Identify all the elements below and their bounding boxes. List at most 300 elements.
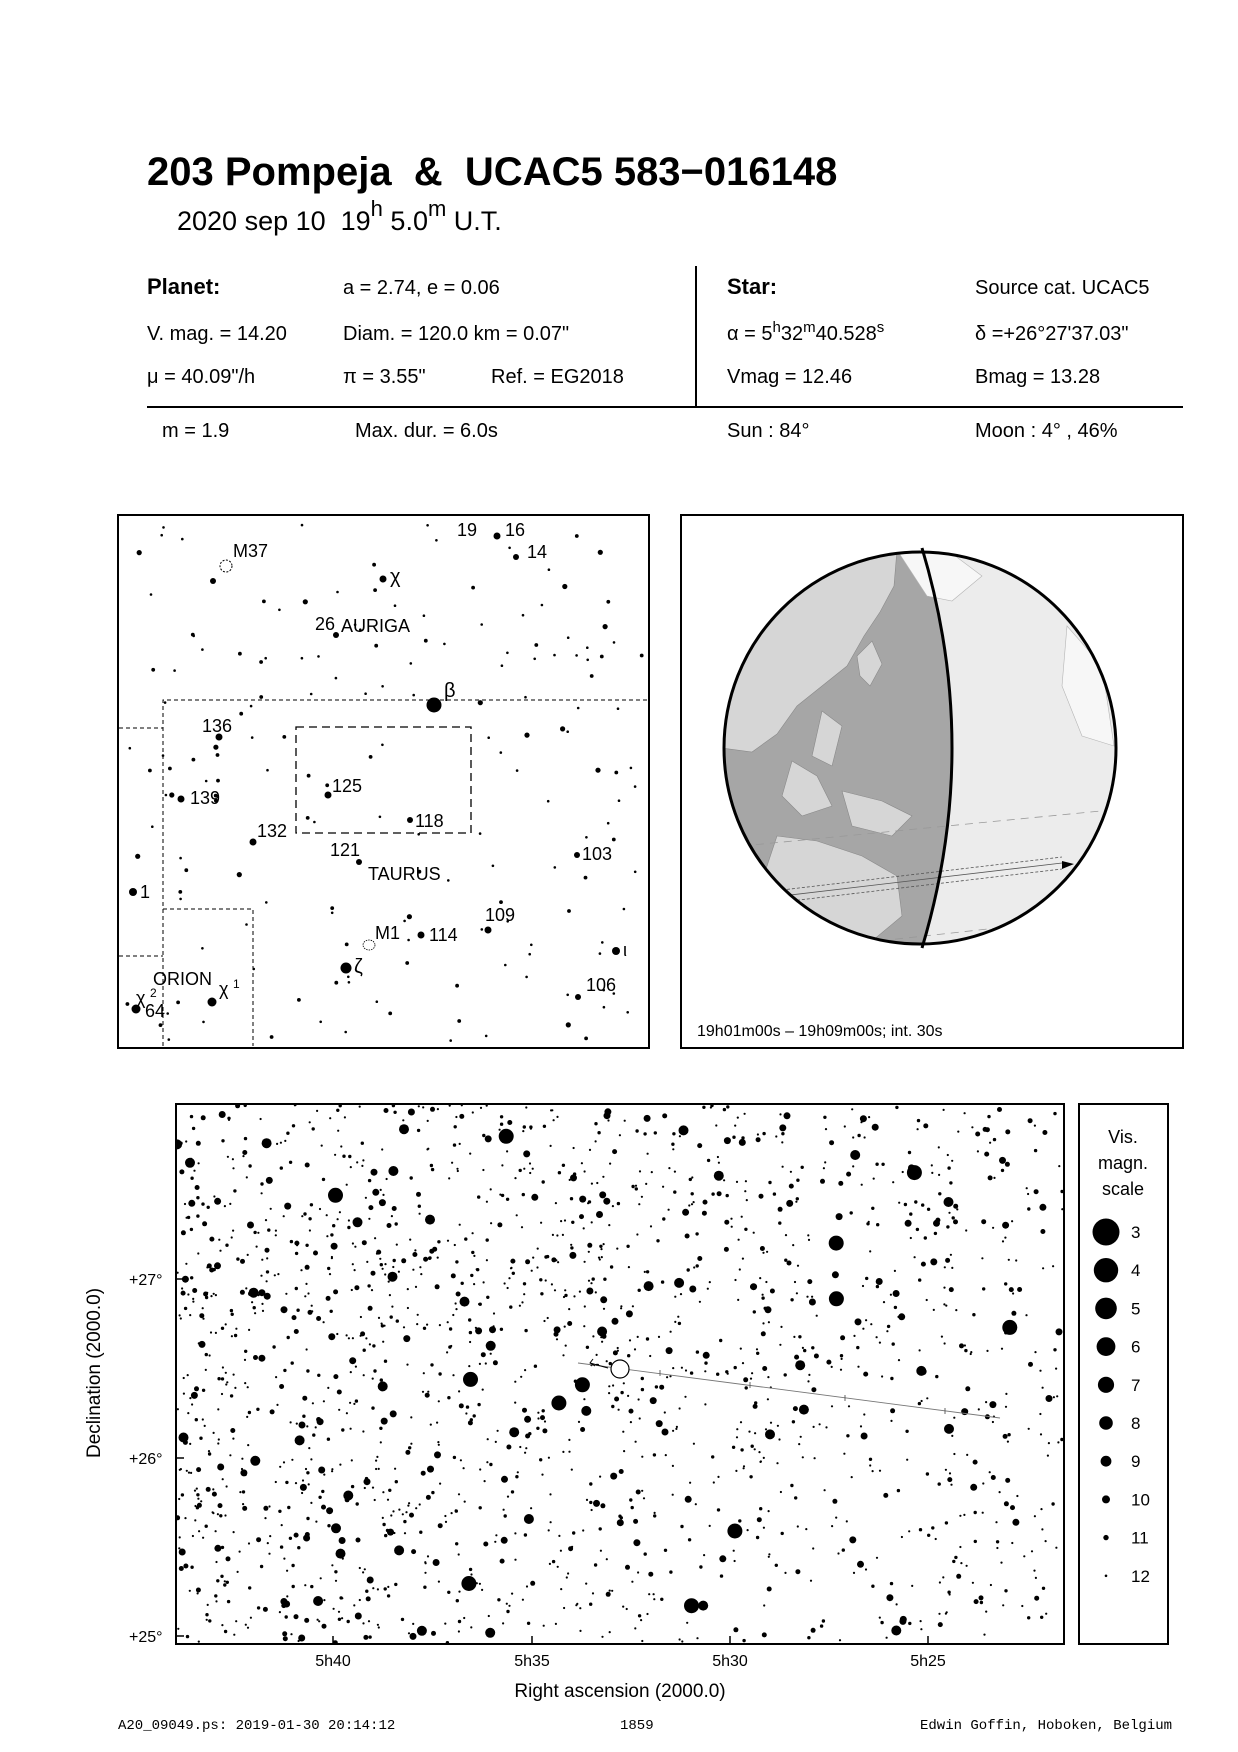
field-star <box>724 1247 729 1252</box>
field-star <box>359 1599 361 1601</box>
field-star <box>636 1490 641 1495</box>
field-star <box>352 1242 354 1244</box>
field-star <box>219 1250 221 1252</box>
field-star <box>542 1180 545 1183</box>
field-star <box>944 1342 946 1344</box>
field-star <box>644 1552 647 1555</box>
field-star <box>326 1214 328 1216</box>
field-star <box>360 1316 362 1318</box>
field-star <box>323 1599 325 1601</box>
field-star <box>308 1447 310 1449</box>
field-star <box>354 1285 359 1290</box>
field-star <box>678 1322 681 1325</box>
field-star <box>356 1161 358 1163</box>
field-star <box>283 1215 285 1217</box>
field-star <box>192 1127 195 1130</box>
field-star <box>699 1301 701 1303</box>
label-121: 121 <box>330 840 361 860</box>
m37-cluster-icon <box>220 560 232 572</box>
field-star <box>305 1283 307 1285</box>
field-star <box>997 1107 1002 1112</box>
field-star <box>686 1622 688 1624</box>
field-star <box>291 1361 294 1364</box>
field-star <box>907 1165 922 1180</box>
field-star <box>917 1119 920 1122</box>
field-star <box>1042 1130 1047 1135</box>
field-star <box>883 1493 888 1498</box>
field-star <box>662 1186 664 1188</box>
field-star <box>376 1456 378 1458</box>
field-star <box>425 1215 435 1225</box>
field-star <box>990 1584 992 1586</box>
field-star <box>455 1509 458 1512</box>
field-star <box>202 1537 204 1539</box>
field-star <box>637 1336 639 1338</box>
field-star <box>501 664 504 667</box>
field-star <box>423 614 426 617</box>
field-star <box>381 1323 383 1325</box>
field-star <box>781 1132 784 1135</box>
field-star <box>689 1482 691 1484</box>
field-star <box>206 1487 211 1492</box>
field-star <box>921 1262 926 1267</box>
field-star <box>987 1115 990 1118</box>
field-star <box>179 857 182 860</box>
field-star <box>989 1142 991 1144</box>
field-star <box>672 1148 674 1150</box>
field-star <box>612 1384 614 1386</box>
field-star <box>711 1455 714 1458</box>
field-star <box>1005 1478 1010 1483</box>
field-star <box>272 1345 275 1348</box>
field-star <box>811 1346 814 1349</box>
field-star <box>549 1563 551 1565</box>
field-star <box>302 1396 307 1401</box>
field-star <box>275 1481 277 1483</box>
label-orion: ORION <box>153 969 213 989</box>
label-16: 16 <box>505 520 526 540</box>
field-star <box>552 1560 555 1563</box>
field-star <box>524 1369 526 1371</box>
field-star <box>368 1218 370 1220</box>
field-star <box>456 1599 459 1602</box>
field-star <box>247 1222 254 1229</box>
field-star <box>995 1521 997 1523</box>
field-star <box>556 1116 558 1118</box>
field-star <box>897 1316 899 1318</box>
field-star <box>781 1532 784 1535</box>
field-star <box>1002 1320 1017 1335</box>
field-star <box>301 1492 303 1494</box>
field-star <box>869 1464 871 1466</box>
field-star <box>673 1190 676 1193</box>
field-star <box>985 1401 987 1403</box>
label-1: 1 <box>140 882 151 902</box>
field-star <box>530 1128 532 1130</box>
field-star <box>190 1228 193 1231</box>
field-star <box>861 1433 868 1440</box>
field-star <box>802 1456 804 1458</box>
field-star <box>853 1335 855 1337</box>
field-star <box>1052 1265 1054 1267</box>
field-star <box>304 1295 306 1297</box>
field-star <box>819 1423 821 1425</box>
field-star <box>380 1263 383 1266</box>
field-star <box>485 1628 495 1638</box>
field-star <box>198 1162 200 1164</box>
field-star <box>945 1521 948 1524</box>
field-star <box>482 1169 484 1171</box>
field-star <box>497 1430 499 1432</box>
field-star <box>208 1450 210 1452</box>
star-109 <box>485 927 492 934</box>
field-star <box>770 1289 775 1294</box>
field-star <box>194 1386 199 1391</box>
field-star <box>897 1489 900 1492</box>
field-star <box>591 1221 593 1223</box>
field-star <box>371 1271 376 1276</box>
field-star <box>949 1181 952 1184</box>
legend-dot-mag-9 <box>1101 1456 1112 1467</box>
field-star <box>551 1283 553 1285</box>
star-ra <box>727 319 885 346</box>
field-star <box>734 1366 737 1369</box>
field-star <box>253 1231 256 1234</box>
field-star <box>583 1398 585 1400</box>
field-star <box>183 1564 188 1569</box>
field-star <box>411 1549 416 1554</box>
field-star <box>231 1313 234 1316</box>
field-star <box>199 1341 206 1348</box>
field-star <box>649 1355 651 1357</box>
field-star <box>387 1586 389 1588</box>
field-star <box>865 1568 867 1570</box>
field-star <box>499 1129 514 1144</box>
field-star <box>352 1263 354 1265</box>
field-star <box>921 1400 923 1402</box>
event-mag-drop: m = 1.9 <box>162 420 230 442</box>
field-star <box>248 1542 250 1544</box>
field-star <box>648 1572 653 1577</box>
field-star <box>619 1134 621 1136</box>
field-star <box>933 1309 935 1311</box>
field-star <box>765 1428 767 1430</box>
field-star <box>584 1037 588 1041</box>
field-star <box>1008 1259 1010 1261</box>
field-star <box>380 1441 382 1443</box>
field-star <box>523 1168 525 1170</box>
field-star <box>883 1301 885 1303</box>
field-star <box>514 1381 516 1383</box>
field-star <box>365 1477 368 1480</box>
field-star <box>923 1123 928 1128</box>
field-star <box>573 1147 575 1149</box>
field-star <box>390 1514 392 1516</box>
field-star <box>334 981 338 985</box>
field-star <box>190 1472 192 1474</box>
field-star <box>863 1413 865 1415</box>
field-star <box>613 1350 618 1355</box>
field-star <box>737 1117 739 1119</box>
field-star <box>868 1116 870 1118</box>
field-star <box>260 1275 262 1277</box>
field-star <box>290 1240 293 1243</box>
field-star <box>250 1617 252 1619</box>
finder-field-stars <box>126 524 644 1042</box>
field-star <box>950 1484 952 1486</box>
field-star <box>823 1116 826 1119</box>
field-star <box>547 800 550 803</box>
field-star <box>638 1614 641 1617</box>
legend-dot-mag-7 <box>1098 1377 1114 1393</box>
field-star <box>408 1502 410 1504</box>
field-star <box>378 1317 380 1319</box>
field-star <box>641 1377 644 1380</box>
field-star <box>614 1397 619 1402</box>
field-star <box>512 1272 515 1275</box>
field-star <box>332 1224 335 1227</box>
field-star <box>674 1171 676 1173</box>
field-star <box>232 1230 234 1232</box>
field-star <box>396 1244 398 1246</box>
field-star <box>479 1583 481 1585</box>
field-star <box>244 1473 247 1476</box>
field-star <box>135 854 140 859</box>
field-star <box>695 1503 697 1505</box>
field-star <box>596 1211 603 1218</box>
field-star <box>567 636 570 639</box>
field-star <box>490 1222 492 1224</box>
field-star <box>452 1374 454 1376</box>
field-star <box>1031 1550 1033 1552</box>
field-star <box>137 550 142 555</box>
field-star <box>524 1329 527 1332</box>
field-star <box>375 1468 377 1470</box>
field-star <box>187 1374 189 1376</box>
field-star <box>1001 1348 1003 1350</box>
field-star <box>807 1636 810 1639</box>
field-star <box>378 1626 380 1628</box>
field-star <box>696 1264 699 1267</box>
field-star <box>417 1626 427 1636</box>
field-star <box>500 1123 503 1126</box>
field-star <box>248 1291 253 1296</box>
field-star <box>603 1278 606 1281</box>
field-star <box>323 1474 325 1476</box>
field-star <box>949 1593 951 1595</box>
field-star <box>227 1600 230 1603</box>
field-star <box>590 1282 592 1284</box>
field-star <box>1005 1162 1010 1167</box>
field-star <box>262 600 266 604</box>
field-star <box>943 1287 945 1289</box>
field-star <box>674 1296 676 1298</box>
field-star <box>820 1179 825 1184</box>
star-132 <box>250 839 257 846</box>
field-star <box>762 1632 767 1637</box>
field-star <box>495 1534 497 1536</box>
field-star <box>151 825 154 828</box>
field-star <box>944 1266 946 1268</box>
field-star <box>448 1177 450 1179</box>
field-star <box>689 1178 692 1181</box>
field-star <box>301 524 304 527</box>
field-star <box>213 1195 215 1197</box>
field-star <box>392 1510 394 1512</box>
field-star <box>875 1163 878 1166</box>
x-tick-5h35: 5h35 <box>514 1653 550 1670</box>
field-star <box>362 1240 367 1245</box>
field-star <box>947 1154 949 1156</box>
field-star <box>796 1292 798 1294</box>
field-star <box>668 1209 670 1211</box>
field-star <box>556 1234 558 1236</box>
field-star <box>422 1391 424 1393</box>
field-star <box>860 1425 862 1427</box>
field-star <box>797 1265 799 1267</box>
field-star <box>382 1194 384 1196</box>
field-star <box>391 1306 393 1308</box>
field-star <box>543 1320 545 1322</box>
field-star <box>585 836 588 839</box>
field-star <box>584 1305 586 1307</box>
hour-unit: h <box>370 196 383 221</box>
field-star <box>364 1487 366 1489</box>
field-star <box>279 1466 281 1468</box>
field-star <box>790 1484 793 1487</box>
field-star <box>436 1422 438 1424</box>
field-star <box>731 1226 733 1228</box>
field-star <box>312 1433 315 1436</box>
field-star <box>601 1341 603 1343</box>
field-star <box>606 600 610 604</box>
field-star <box>920 1628 922 1630</box>
field-star <box>201 648 204 651</box>
field-star <box>931 1172 933 1174</box>
field-star <box>248 1411 251 1414</box>
field-star <box>447 1240 449 1242</box>
field-star <box>562 1451 564 1453</box>
field-star <box>390 1410 397 1417</box>
field-star <box>824 1489 826 1491</box>
field-star <box>313 1596 323 1606</box>
field-star <box>500 751 503 754</box>
field-star <box>446 1351 448 1353</box>
field-star <box>307 1292 309 1294</box>
field-star <box>719 1339 722 1342</box>
field-star <box>637 1571 639 1573</box>
label-chi2-sup: 2 <box>150 986 157 1000</box>
field-star <box>523 1282 526 1285</box>
field-star <box>919 1528 922 1531</box>
field-star <box>235 1328 237 1330</box>
field-star <box>709 1525 711 1527</box>
field-star <box>560 726 565 731</box>
field-star <box>1053 1396 1055 1398</box>
field-star <box>449 1039 452 1042</box>
label-auriga: AURIGA <box>341 616 411 636</box>
field-star <box>689 1286 696 1293</box>
field-star <box>890 1420 892 1422</box>
field-star <box>890 1294 892 1296</box>
field-star <box>322 1624 327 1629</box>
field-star <box>303 599 308 604</box>
field-star <box>363 1349 366 1352</box>
legend-label-mag-8: 8 <box>1131 1414 1141 1433</box>
field-star <box>1012 1292 1014 1294</box>
field-star <box>1056 1328 1063 1335</box>
field-star <box>472 1111 474 1113</box>
field-star <box>849 1536 856 1543</box>
field-star <box>1039 1204 1046 1211</box>
field-star <box>225 1372 227 1374</box>
field-star <box>382 1523 385 1526</box>
field-star <box>229 1203 231 1205</box>
field-star <box>826 1360 831 1365</box>
field-star <box>589 1482 592 1485</box>
label-iota: ι <box>623 940 627 960</box>
field-star <box>589 1149 591 1151</box>
field-star <box>908 1530 910 1532</box>
field-star <box>947 1591 950 1594</box>
field-star <box>353 1604 355 1606</box>
field-star <box>532 1257 534 1259</box>
field-star <box>322 1178 325 1181</box>
field-star <box>553 1119 555 1121</box>
field-star <box>503 1509 505 1511</box>
legend-dot-mag-3 <box>1093 1219 1120 1246</box>
field-star <box>697 1256 702 1261</box>
field-star <box>172 1139 182 1149</box>
field-star <box>346 1412 348 1414</box>
field-star <box>353 1217 363 1227</box>
field-star <box>710 1106 712 1108</box>
field-star <box>228 1119 230 1121</box>
star-m37-marker <box>210 578 216 584</box>
field-star <box>430 1107 435 1112</box>
field-star <box>592 1592 594 1594</box>
field-star <box>992 1227 994 1229</box>
field-star <box>509 1305 512 1308</box>
field-star <box>679 1407 681 1409</box>
field-star <box>741 1216 743 1218</box>
field-star <box>275 1230 277 1232</box>
field-star <box>664 1549 667 1552</box>
field-star <box>483 1281 485 1283</box>
field-star <box>707 1288 709 1290</box>
field-star <box>718 1162 720 1164</box>
field-star <box>148 769 152 773</box>
field-star <box>377 1624 379 1626</box>
field-star <box>927 1534 930 1537</box>
field-star <box>256 1246 258 1248</box>
label-m37: M37 <box>233 541 269 561</box>
field-star <box>317 1619 319 1621</box>
field-star <box>901 1536 903 1538</box>
legend-dot-mag-4 <box>1094 1258 1118 1282</box>
field-star <box>846 1434 849 1437</box>
field-star <box>891 1626 901 1636</box>
field-star <box>618 799 621 802</box>
field-star <box>829 1140 834 1145</box>
field-star <box>458 1591 460 1593</box>
field-star <box>1041 1528 1043 1530</box>
field-star <box>979 1595 984 1600</box>
field-star <box>765 1281 767 1283</box>
field-star <box>309 1121 311 1123</box>
field-star <box>807 1380 809 1382</box>
field-star <box>1012 1519 1019 1526</box>
